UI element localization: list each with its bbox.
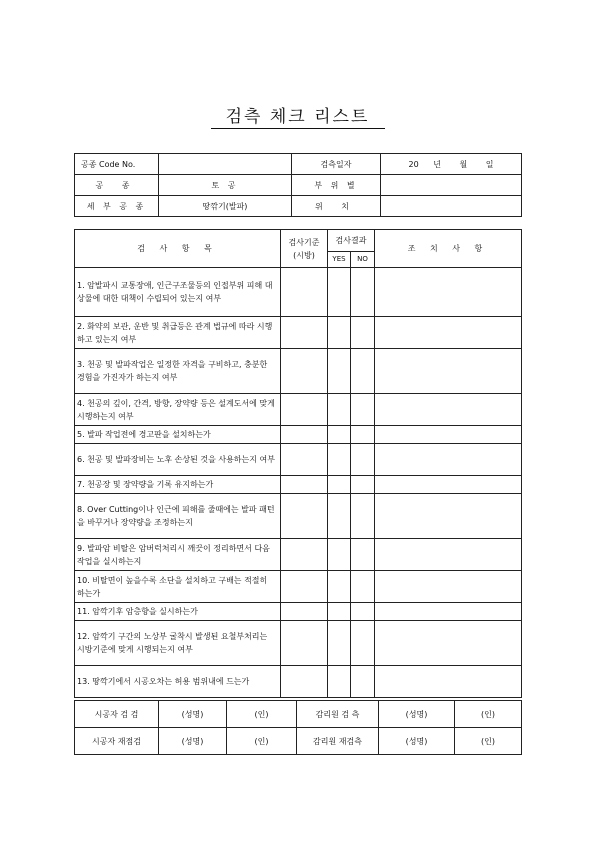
info-label-detail: 세 부 공 종 <box>75 196 159 217</box>
signature-name-field[interactable]: (성명) <box>159 701 227 728</box>
no-cell[interactable] <box>351 317 375 349</box>
info-row-detail <box>75 196 522 217</box>
checklist-row <box>75 349 522 394</box>
checklist-row <box>75 571 522 603</box>
no-cell[interactable] <box>351 476 375 494</box>
action-cell[interactable] <box>375 539 522 571</box>
criteria-cell[interactable] <box>281 349 328 394</box>
checklist-item-text: 12. 암깍기 구간의 노상부 굴착시 발생된 요철부처리는 시방기준에 맞게 시행되는지 여부 <box>75 621 281 666</box>
checklist-item-text: 6. 천공 및 발파장비는 노후 손상된 것을 사용하는지 여부 <box>75 444 281 476</box>
action-cell[interactable] <box>375 349 522 394</box>
header-action: 조 치 사 항 <box>375 230 522 268</box>
signature-name-field[interactable]: (성명) <box>159 728 227 755</box>
no-cell[interactable] <box>351 571 375 603</box>
action-cell[interactable] <box>375 317 522 349</box>
checklist-item-text: 9. 발파암 비탈은 암버럭처리시 깨끗이 정리하면서 다음 작업을 실시하는지 <box>75 539 281 571</box>
checklist-row <box>75 268 522 317</box>
yes-cell[interactable] <box>328 666 351 698</box>
no-cell[interactable] <box>351 268 375 317</box>
action-cell[interactable] <box>375 476 522 494</box>
yes-cell[interactable] <box>328 476 351 494</box>
date-month-unit: 월 <box>459 159 468 169</box>
checklist-item-text: 7. 천공장 및 장약량을 기록 유지하는가 <box>75 476 281 494</box>
checklist-item-text: 11. 암깍기후 암층향을 실시하는가 <box>75 603 281 621</box>
signature-seal-field[interactable]: (인) <box>227 728 297 755</box>
checklist-row <box>75 317 522 349</box>
checklist-item-text: 2. 화약의 보관, 운반 및 취급등은 관계 법규에 따라 시행하고 있는지 여부 <box>75 317 281 349</box>
criteria-cell[interactable] <box>281 571 328 603</box>
criteria-cell[interactable] <box>281 268 328 317</box>
criteria-cell[interactable] <box>281 317 328 349</box>
yes-cell[interactable] <box>328 603 351 621</box>
no-cell[interactable] <box>351 349 375 394</box>
date-year: 20 <box>408 159 419 169</box>
yes-cell[interactable] <box>328 317 351 349</box>
checklist-row <box>75 426 522 444</box>
checklist-table <box>74 229 522 698</box>
yes-cell[interactable] <box>328 571 351 603</box>
info-label-date: 검측일자 <box>292 154 381 175</box>
action-cell[interactable] <box>375 666 522 698</box>
signature-row <box>75 701 522 728</box>
signature-name-field[interactable]: (성명) <box>379 701 455 728</box>
yes-cell[interactable] <box>328 268 351 317</box>
criteria-cell[interactable] <box>281 394 328 426</box>
date-day-unit: 일 <box>485 159 494 169</box>
yes-cell[interactable] <box>328 349 351 394</box>
checklist-row <box>75 539 522 571</box>
criteria-cell[interactable] <box>281 621 328 666</box>
yes-cell[interactable] <box>328 426 351 444</box>
checklist-row <box>75 476 522 494</box>
signature-seal-field[interactable]: (인) <box>455 701 522 728</box>
signature-table <box>74 700 522 755</box>
signature-row <box>75 728 522 755</box>
info-value-detail[interactable]: 땅깎기(발파) <box>159 196 292 217</box>
title-underline <box>211 128 385 129</box>
checklist-row <box>75 394 522 426</box>
header-criteria-line2: (시방) <box>293 250 315 260</box>
info-value-work[interactable]: 토 공 <box>159 175 292 196</box>
no-cell[interactable] <box>351 426 375 444</box>
info-value-code[interactable] <box>159 154 292 175</box>
criteria-cell[interactable] <box>281 444 328 476</box>
action-cell[interactable] <box>375 603 522 621</box>
criteria-cell[interactable] <box>281 603 328 621</box>
checklist-row <box>75 621 522 666</box>
checklist-item-text: 13. 땅깍기에서 시공오차는 허용 범위내에 드는가 <box>75 666 281 698</box>
info-label-work: 공 종 <box>75 175 159 196</box>
checklist-header-row <box>75 230 522 252</box>
action-cell[interactable] <box>375 494 522 539</box>
criteria-cell[interactable] <box>281 539 328 571</box>
criteria-cell[interactable] <box>281 476 328 494</box>
info-value-part[interactable] <box>381 175 522 196</box>
info-value-location[interactable] <box>381 196 522 217</box>
action-cell[interactable] <box>375 394 522 426</box>
signature-role: 시공자 검 검 <box>75 701 159 728</box>
info-label-code: 공종 Code No. <box>75 154 159 175</box>
no-cell[interactable] <box>351 444 375 476</box>
signature-name-field[interactable]: (성명) <box>379 728 455 755</box>
signature-seal-field[interactable]: (인) <box>227 701 297 728</box>
checklist-item-text: 8. Over Cutting이나 인근에 피해를 줄때에는 발파 패턴을 바꾸거나 장약량을 조정하는지 <box>75 494 281 539</box>
checklist-row <box>75 666 522 698</box>
header-result: 검사결과 <box>328 230 375 252</box>
yes-cell[interactable] <box>328 621 351 666</box>
yes-cell[interactable] <box>328 494 351 539</box>
criteria-cell[interactable] <box>281 666 328 698</box>
info-row-code <box>75 154 522 175</box>
header-items: 검 사 항 목 <box>75 230 281 268</box>
action-cell[interactable] <box>375 268 522 317</box>
date-year-unit: 년 <box>433 159 441 169</box>
yes-cell[interactable] <box>328 444 351 476</box>
checklist-item-text: 5. 발파 작업전에 경고판을 설치하는가 <box>75 426 281 444</box>
info-row-work <box>75 175 522 196</box>
page-title: 검측 체크 리스트 <box>225 107 370 127</box>
checklist-item-text: 3. 천공 및 발파작업은 일정한 자격을 구비하고, 충분한 경험을 가진자가 하는지 여부 <box>75 349 281 394</box>
action-cell[interactable] <box>375 426 522 444</box>
checklist-item-text: 4. 천공의 깊이, 간격, 방향, 장약량 등은 설계도서에 맞게 시행하는지 여부 <box>75 394 281 426</box>
signature-role: 시공자 재점검 <box>75 728 159 755</box>
action-cell[interactable] <box>375 621 522 666</box>
header-yes: YES <box>328 251 351 267</box>
no-cell[interactable] <box>351 494 375 539</box>
yes-cell[interactable] <box>328 539 351 571</box>
header-no: NO <box>351 251 375 267</box>
criteria-cell[interactable] <box>281 426 328 444</box>
no-cell[interactable] <box>351 621 375 666</box>
signature-role: 감리원 재검측 <box>297 728 379 755</box>
info-table <box>74 153 522 217</box>
info-value-date[interactable] <box>381 154 522 175</box>
checklist-row <box>75 444 522 476</box>
checklist-item-text: 1. 암발파시 교통장애, 인근구조물등의 인접부위 피해 대상물에 대한 대책이 수립되어 있는지 여부 <box>75 268 281 317</box>
no-cell[interactable] <box>351 394 375 426</box>
checklist-row <box>75 494 522 539</box>
criteria-cell[interactable] <box>281 494 328 539</box>
no-cell[interactable] <box>351 603 375 621</box>
checklist-item-text: 10. 비탈면이 높을수록 소단을 설치하고 구배는 적절히 하는가 <box>75 571 281 603</box>
header-criteria <box>281 230 328 268</box>
signature-role: 감리원 검 측 <box>297 701 379 728</box>
no-cell[interactable] <box>351 539 375 571</box>
info-label-location: 위 치 <box>292 196 381 217</box>
action-cell[interactable] <box>375 571 522 603</box>
no-cell[interactable] <box>351 666 375 698</box>
yes-cell[interactable] <box>328 394 351 426</box>
info-label-part: 부 위 별 <box>292 175 381 196</box>
checklist-row <box>75 603 522 621</box>
action-cell[interactable] <box>375 444 522 476</box>
signature-seal-field[interactable]: (인) <box>455 728 522 755</box>
header-criteria-line1: 검사기준 <box>288 237 320 247</box>
